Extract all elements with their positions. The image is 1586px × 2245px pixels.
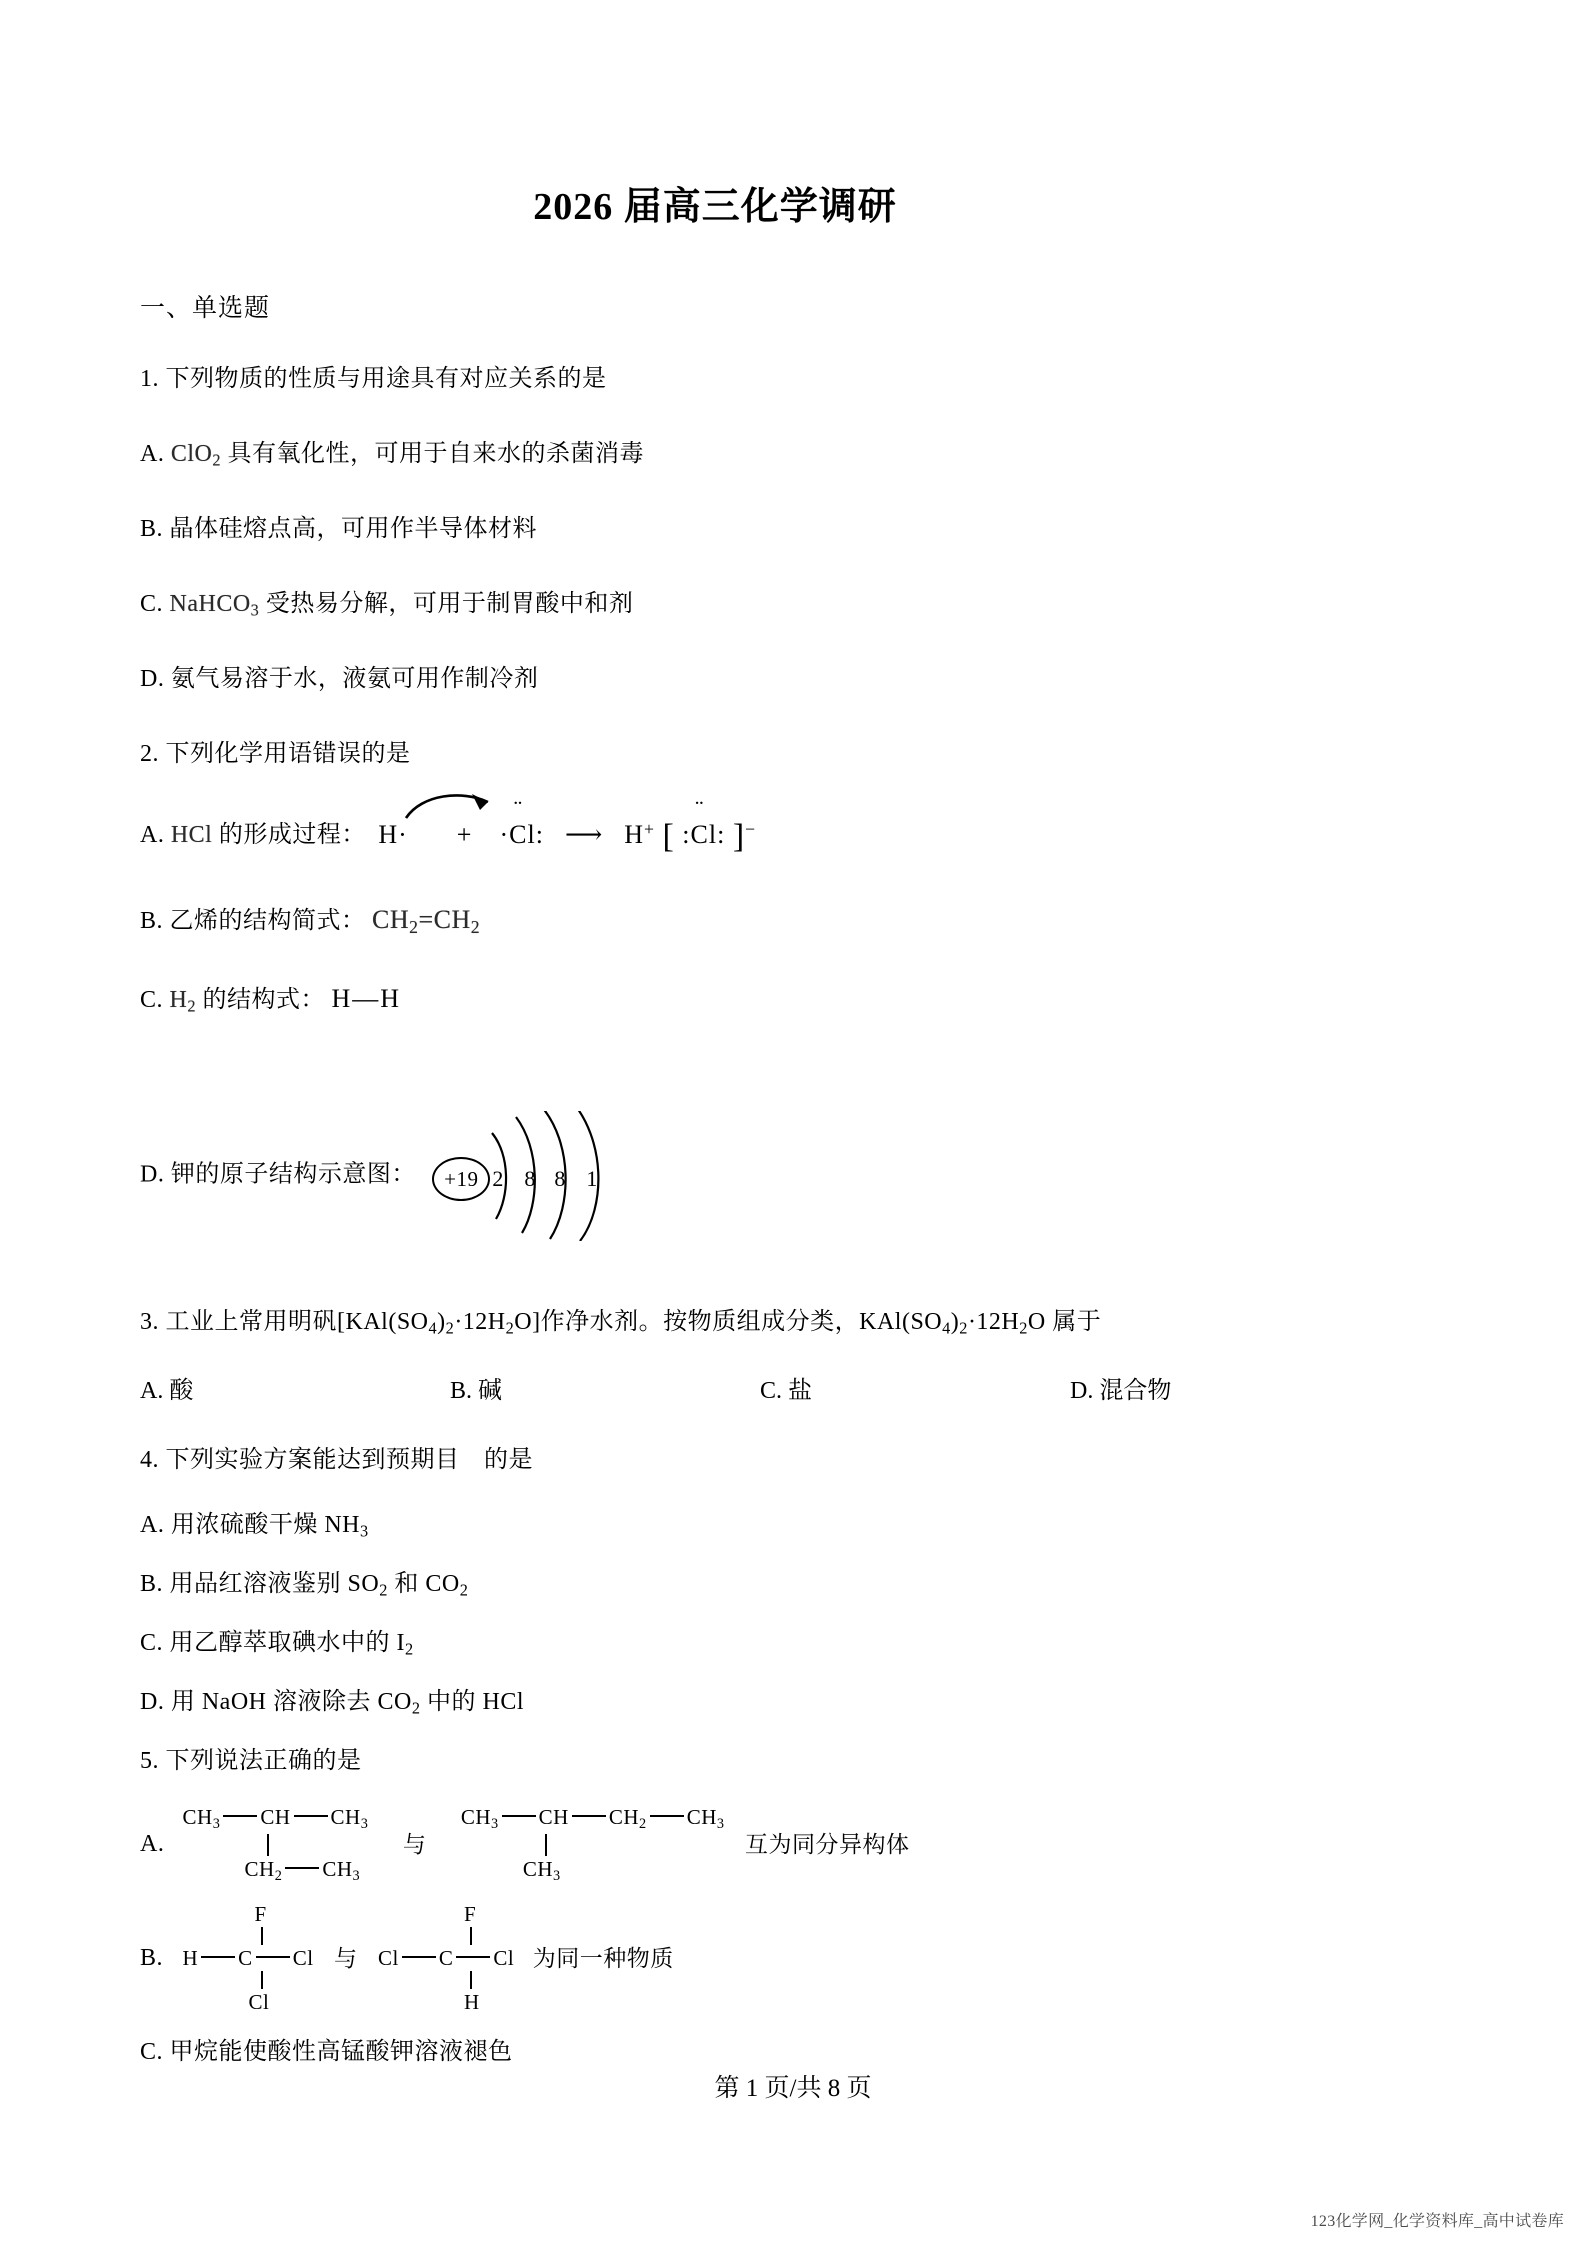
lewis-arrow: ⟶ <box>564 819 604 849</box>
substituent-top <box>378 1902 514 1926</box>
h2-formula: $H_2$ <box>169 987 197 1017</box>
option-text: 用品红溶液鉴别 $SO_2$ 和 $CO_2$ <box>169 1570 469 1600</box>
atom-label: C <box>438 1946 454 1971</box>
atom-label: F <box>464 1902 477 1927</box>
hcl-formula: HCl <box>170 821 213 848</box>
option-label: C. <box>140 987 164 1014</box>
lewis-cl-left: ·¨ Cl: <box>499 820 543 849</box>
option-text: 甲烷能使酸性高锰酸钾溶液褪色 <box>169 2038 513 2065</box>
question-1-stem <box>140 362 1440 397</box>
question-5-option-b[interactable] <box>140 1902 1440 2014</box>
option-text: 盐 <box>788 1377 813 1404</box>
bond-icon <box>545 1834 547 1856</box>
ethylene-formula: $CH_2=CH_2$ <box>372 904 481 937</box>
question-2-option-a[interactable] <box>140 812 1440 861</box>
question-5-option-c[interactable] <box>140 2035 1440 2070</box>
option-label: D. <box>140 666 165 692</box>
lewis-bracket-close: ] <box>732 817 746 855</box>
option-text: 钾的原子结构示意图： <box>170 1161 416 1188</box>
bond-icon <box>261 1971 263 1989</box>
structure-halocarbon-2 <box>378 1902 514 2014</box>
option-formula: NaHCO$_3$ <box>169 590 260 620</box>
bond-icon <box>470 1927 472 1945</box>
option-text: 用乙醇萃取碘水中的 $I_2$ <box>169 1630 414 1659</box>
vertical-bond-holder <box>183 1927 314 1945</box>
option-label: B. <box>140 1570 164 1597</box>
structure-branch <box>461 1857 725 1884</box>
question-4-option-d[interactable] <box>140 1685 1440 1720</box>
question-1-option-c[interactable] <box>140 587 1440 622</box>
lewis-h-left: H· <box>378 819 408 849</box>
atom-group: $CH_2$ <box>244 1856 283 1884</box>
structure-branch <box>183 1857 369 1884</box>
question-3-options-row <box>140 1370 1440 1405</box>
option-label: C. <box>760 1377 783 1404</box>
bond-icon <box>650 1815 684 1817</box>
question-2-text: 下列化学用语错误的是 <box>165 740 411 767</box>
atom-group: CH <box>260 1805 291 1830</box>
option-text: 碱 <box>478 1377 503 1404</box>
atom-group: $CH_3$ <box>322 1856 361 1884</box>
atom-group: $CH_3$ <box>330 1805 369 1833</box>
atom-label: C <box>238 1946 253 1971</box>
option-label: A. <box>140 1831 165 1858</box>
bond-icon <box>223 1815 257 1817</box>
atom-label: F <box>254 1902 267 1927</box>
electron-transfer-arrow-icon <box>400 790 520 824</box>
lewis-bracket-open: [ <box>662 817 675 855</box>
atom-label: H <box>182 1946 199 1971</box>
atom-group: $CH_3$ <box>460 1805 499 1833</box>
structure-halocarbon-1 <box>183 1902 314 2014</box>
bond-icon <box>256 1956 290 1958</box>
option-text: 酸 <box>169 1377 194 1404</box>
option-label: A. <box>140 821 165 848</box>
structure-2-methylbutane-alt <box>461 1805 725 1884</box>
atom-group: $CH_3$ <box>686 1805 725 1833</box>
structure-2-methylbutane <box>183 1805 369 1884</box>
bond-icon <box>470 1971 472 1989</box>
question-2-number: 2. <box>140 740 159 767</box>
structure-top-chain <box>460 1805 725 1833</box>
atom-group: $CH_2$ <box>608 1805 647 1833</box>
option-tail-text: 互为同分异构体 <box>745 1832 910 1858</box>
bond-icon <box>294 1815 328 1817</box>
section-heading: 一、单选题 <box>140 295 271 322</box>
option-text: 晶体硅熔点高，可用作半导体材料 <box>169 516 538 542</box>
question-1-number: 1. <box>140 366 159 392</box>
question-3-option-d[interactable] <box>1070 1370 1171 1405</box>
option-text: 用 NaOH 溶液除去 $CO_2$ 中的 HCl <box>170 1689 525 1718</box>
question-3-option-b[interactable] <box>450 1370 760 1405</box>
option-formula: ClO$_2$ <box>170 440 222 470</box>
atom-label: H <box>464 1990 480 2015</box>
option-tail-text: 为同一种物质 <box>532 1945 674 1971</box>
hcl-formation-diagram <box>378 812 756 861</box>
bond-icon <box>402 1956 436 1958</box>
option-label: B. <box>140 1944 164 1971</box>
watermark: 123化学网_化学资料库_高中试卷库 <box>1310 2213 1564 2230</box>
option-label: C. <box>140 590 164 617</box>
option-label: D. <box>140 1689 165 1716</box>
vertical-bond-holder <box>378 1971 514 1989</box>
lewis-cl-right: :¨ Cl: <box>682 820 725 849</box>
atom-group: CH <box>538 1805 569 1830</box>
question-1-option-b[interactable] <box>140 512 1440 547</box>
bond-icon <box>572 1815 606 1817</box>
option-label: A. <box>140 1511 165 1538</box>
question-5-stem <box>140 1744 1440 1779</box>
substituent-bottom <box>183 1990 314 2014</box>
vertical-bond-holder <box>183 1971 314 1989</box>
vertical-bond-holder <box>461 1834 725 1856</box>
bond-icon <box>285 1867 319 1869</box>
question-1-text: 下列物质的性质与用途具有对应关系的是 <box>165 366 607 392</box>
structure-main-row <box>378 1946 514 1970</box>
option-label: D. <box>1070 1377 1094 1404</box>
substituent-top <box>183 1902 314 1926</box>
vertical-bond-holder <box>183 1834 369 1856</box>
question-5-text: 下列说法正确的是 <box>165 1748 362 1775</box>
question-3-text: 工业上常用明矾$[KAl(SO_4)_2\cdot 12H_2O]$作净水剂。按物质组成分类，$KAl(SO_4)_2\cdot 12H_2O$ 属于 <box>165 1308 1102 1338</box>
question-2-option-c[interactable] <box>140 980 1440 1018</box>
shell-count-2: 8 <box>524 1165 536 1191</box>
option-label: D. <box>140 1161 165 1188</box>
page-content <box>140 175 1440 2109</box>
vertical-bond-holder <box>378 1927 514 1945</box>
question-2-option-d[interactable] <box>140 1111 1440 1241</box>
option-label: C. <box>140 1630 164 1657</box>
option-text: 乙烯的结构简式： <box>169 907 366 934</box>
bond-icon <box>261 1927 263 1945</box>
option-text: 具有氧化性，可用于自来水的杀菌消毒 <box>227 440 645 467</box>
potassium-atom-diagram <box>430 1111 640 1241</box>
question-1-option-a[interactable] <box>140 437 1440 472</box>
question-2-stem <box>140 737 1440 772</box>
question-5-option-a[interactable] <box>140 1805 1440 1884</box>
option-text: 的形成过程： <box>218 821 366 848</box>
option-label: A. <box>140 1377 164 1404</box>
bond-icon <box>201 1956 235 1958</box>
structure-top-chain <box>182 1805 369 1833</box>
question-2-option-b[interactable] <box>140 901 1440 941</box>
lewis-h-right: H <box>624 819 644 849</box>
lewis-equation <box>378 817 757 855</box>
atom-label: Cl <box>493 1946 515 1971</box>
question-3-option-c[interactable] <box>760 1370 1070 1405</box>
question-1-option-d[interactable] <box>140 662 1440 697</box>
question-5-number: 5. <box>140 1748 159 1775</box>
atom-label: Cl <box>378 1946 399 1971</box>
option-label: A. <box>140 440 165 467</box>
option-text: 用浓硫酸干燥 $NH_3$ <box>170 1511 369 1541</box>
option-text: 的结构式： <box>202 987 326 1014</box>
lewis-plus: + <box>456 819 473 849</box>
page-title: 2026 届高三化学调研 <box>533 186 897 228</box>
page-footer: 第 1 页/共 8 页 <box>714 2075 872 2102</box>
question-4-option-b[interactable] <box>140 1567 1440 1602</box>
shell-count-1: 2 <box>492 1165 504 1191</box>
nucleus-charge: +19 <box>432 1157 490 1201</box>
h2-structural-formula: H—H <box>331 984 402 1014</box>
atom-label: Cl <box>292 1946 314 1971</box>
lewis-anion-charge: − <box>745 818 757 839</box>
bond-icon <box>456 1956 490 1958</box>
shell-count-4: 1 <box>586 1165 598 1191</box>
option-label: B. <box>140 516 164 542</box>
shell-count-3: 8 <box>554 1165 566 1191</box>
option-label: B. <box>450 1377 473 1404</box>
option-text: 混合物 <box>1099 1377 1172 1404</box>
question-3-stem <box>140 1305 1440 1340</box>
option-label: C. <box>140 2038 164 2065</box>
option-text: 氨气易溶于水，液氨可用作制冷剂 <box>170 666 539 692</box>
question-4-stem <box>140 1443 1440 1478</box>
question-4-option-a[interactable] <box>140 1508 1440 1543</box>
atom-group: $CH_3$ <box>182 1805 221 1833</box>
option-label: B. <box>140 907 164 934</box>
connector-text: 与 <box>402 1832 427 1858</box>
substituent-bottom <box>378 1990 514 2014</box>
question-4-number: 4. <box>140 1446 159 1473</box>
atom-group: $CH_3$ <box>522 1856 561 1884</box>
question-4-option-c[interactable] <box>140 1626 1440 1661</box>
connector-text: 与 <box>334 1945 358 1971</box>
bond-icon <box>267 1834 269 1856</box>
question-3-number: 3. <box>140 1308 159 1335</box>
lewis-h-charge: + <box>644 818 655 839</box>
question-4-text: 下列实验方案能达到预期目 的是 <box>165 1446 533 1473</box>
structure-main-row <box>183 1946 314 1970</box>
bond-icon <box>502 1815 536 1817</box>
question-3-option-a[interactable] <box>140 1370 450 1405</box>
option-text: 受热易分解，可用于制胃酸中和剂 <box>265 590 634 617</box>
atom-label: Cl <box>248 1990 270 2015</box>
